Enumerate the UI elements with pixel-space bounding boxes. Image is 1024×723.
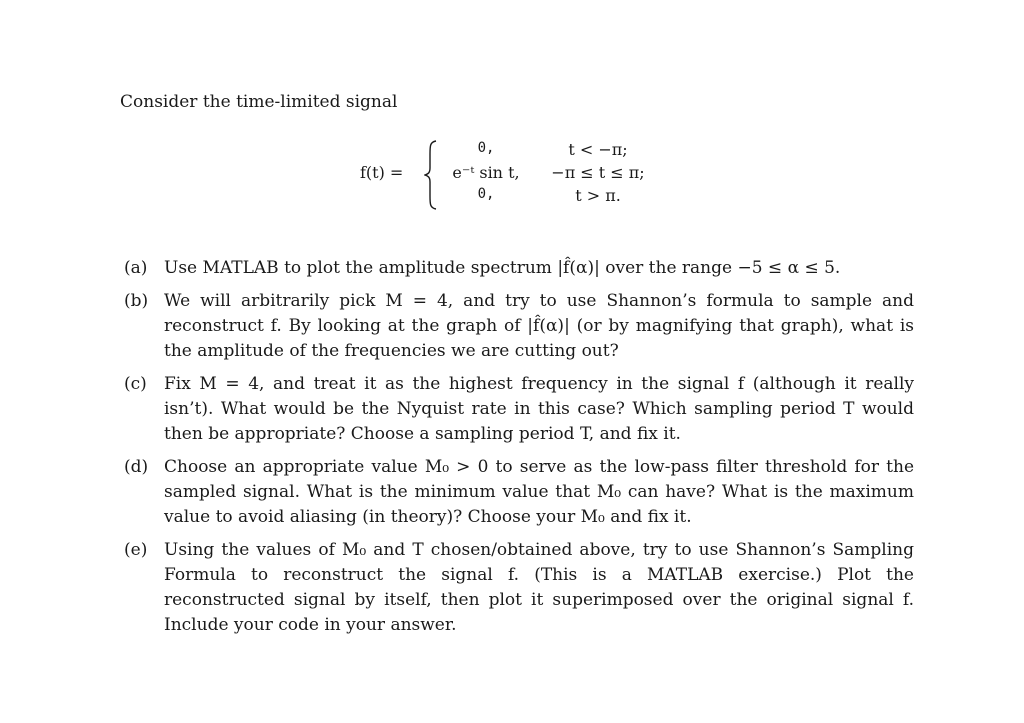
- item-text: Using the values of M₀ and T chosen/obtained above, try to use Shannon’s Sampling Formula to reconstruct the signal f. (This is a MATLAB exercise.) Plot the reconstructed signal by itself, then plot it superimposed over the original signal f. Include your code in your answer.: [164, 540, 914, 635]
- list-item: [124, 289, 914, 364]
- case-condition: −π ≤ t ≤ π;: [551, 163, 645, 182]
- item-label: (b): [124, 291, 149, 311]
- case-condition: t < −π;: [568, 140, 628, 159]
- case-value: 0,: [477, 140, 495, 156]
- item-text: Fix M = 4, and treat it as the highest frequency in the signal f (although it really isn’t). What would be the Nyquist rate in this case? Which sampling period T would then be appropriate? Choose a sampling period T, and fix it.: [164, 374, 914, 444]
- list-item: [124, 372, 914, 447]
- case-value: e⁻ᵗ sin t,: [452, 163, 520, 182]
- list-item: [124, 455, 914, 530]
- list-item: [124, 538, 914, 638]
- item-label: (a): [124, 258, 148, 278]
- item-label: (e): [124, 540, 148, 560]
- item-text: We will arbitrarily pick M = 4, and try to use Shannon’s formula to sample and reconstruct f. By looking at the graph of |f̂(α)| (or by magnifying that graph), what is the amplitude of the frequencies we are cutting out?: [164, 291, 914, 361]
- equation-lhs: f(t) =: [360, 163, 404, 182]
- exercise-list: [124, 256, 914, 646]
- item-label: (d): [124, 457, 149, 477]
- item-label: (c): [124, 374, 147, 394]
- list-item: [124, 256, 914, 281]
- item-text: Use MATLAB to plot the amplitude spectrum |f̂(α)| over the range −5 ≤ α ≤ 5.: [164, 258, 841, 278]
- case-condition: t > π.: [575, 186, 621, 205]
- intro-text: Consider the time-limited signal: [120, 92, 398, 112]
- case-value: 0,: [477, 186, 495, 202]
- item-text: Choose an appropriate value M₀ > 0 to serve as the low-pass filter threshold for the sampled signal. What is the minimum value that M₀ can have? What is the maximum value to avoid aliasing (in theory)? Choose your M₀ and fix it.: [164, 457, 914, 527]
- left-brace-icon: [424, 140, 438, 210]
